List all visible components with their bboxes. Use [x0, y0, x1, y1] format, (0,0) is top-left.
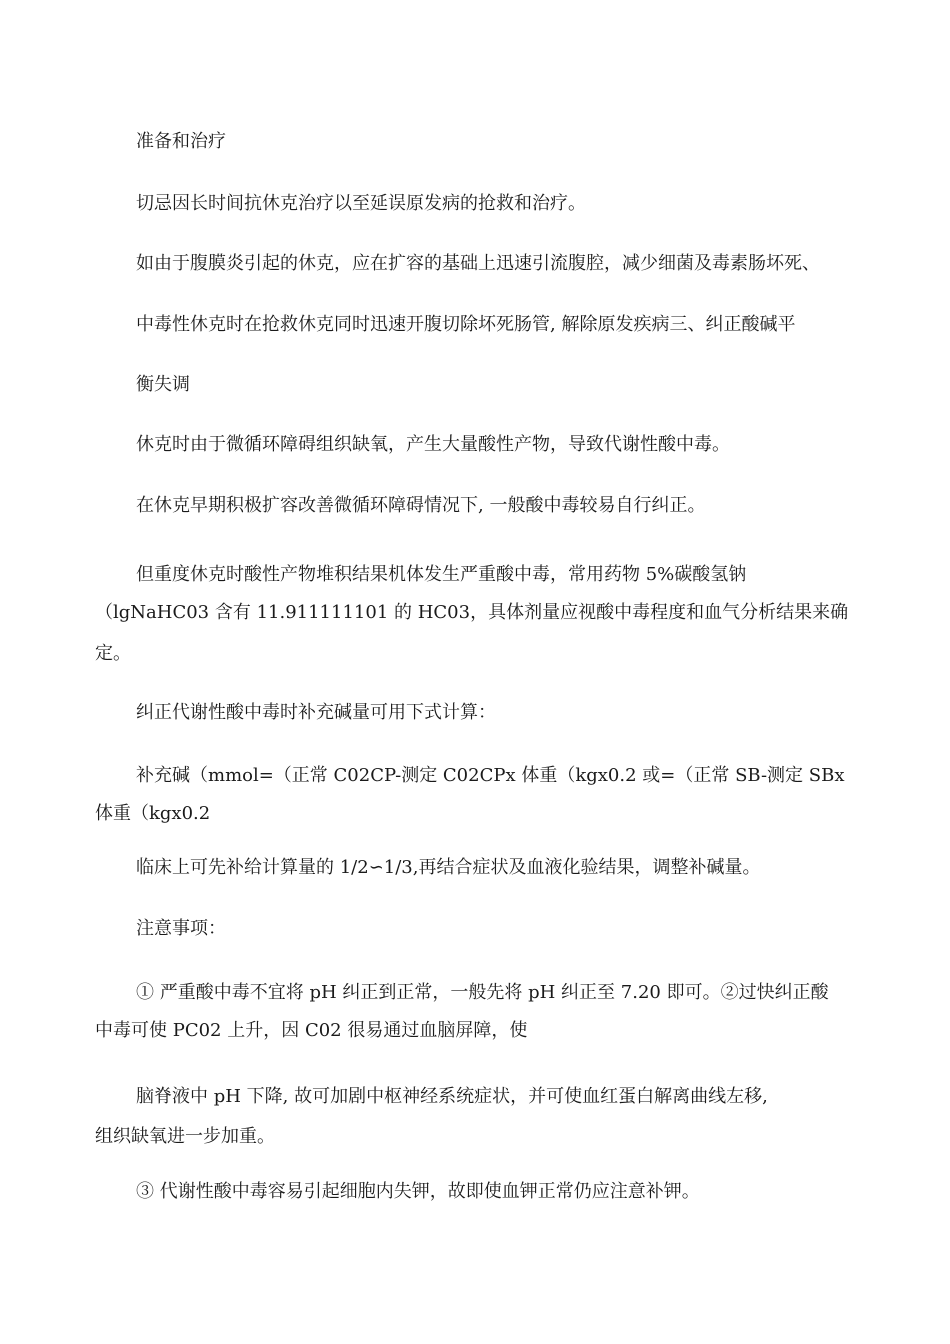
paragraph-formula-line2: 体重（kgx0.2	[95, 803, 211, 824]
paragraph-note1-line2: 中毒可使 PC02 上升，因 C02 很易通过血脑屏障，使	[95, 1020, 528, 1041]
paragraph-metabolic-acidosis: 休克时由于微循环障碍组织缺氧，产生大量酸性产物，导致代谢性酸中毒。	[136, 434, 730, 455]
paragraph-note3: ③ 代谢性酸中毒容易引起细胞内失钾，故即使血钾正常仍应注意补钾。	[136, 1181, 700, 1202]
paragraph-clinical-dose: 临床上可先补给计算量的 1/2∽1/3,再结合症状及血液化验结果，调整补碱量。	[136, 857, 761, 878]
paragraph-note1-line1: ① 严重酸中毒不宜将 pH 纠正到正常，一般先将 pH 纠正至 7.20 即可。②过快纠正酸	[136, 982, 829, 1003]
paragraph-balance-disorder: 衡失调	[136, 374, 190, 395]
paragraph-avoid-delay: 切忌因长时间抗休克治疗以至延误原发病的抢救和治疗。	[136, 193, 586, 214]
paragraph-severe-shock-line2: （lgNaHC03 含有 11.911111101 的 HC03，具体剂量应视酸中毒程度和血气分析结果来确	[95, 602, 849, 623]
paragraph-formula-intro: 纠正代谢性酸中毒时补充碱量可用下式计算：	[136, 702, 496, 723]
paragraph-severe-shock-line3: 定。	[95, 643, 131, 664]
paragraph-heading-prep-treatment: 准备和治疗	[136, 131, 226, 152]
paragraph-note2-line1: 脑脊液中 pH 下降, 故可加剧中枢神经系统症状，并可使血红蛋白解离曲线左移,	[136, 1086, 768, 1107]
paragraph-peritonitis: 如由于腹膜炎引起的休克，应在扩容的基础上迅速引流腹腔，减少细菌及毒素肠坏死、	[136, 253, 820, 274]
paragraph-severe-shock-line1: 但重度休克时酸性产物堆积结果机体发生严重酸中毒，常用药物 5%碳酸氢钠	[136, 564, 747, 585]
paragraph-formula-line1: 补充碱（mmol=（正常 C02CP-测定 C02CPx 体重（kgx0.2 或=（正常 SB-测定 SBx	[136, 765, 845, 786]
paragraph-notes-heading: 注意事项：	[136, 918, 226, 939]
paragraph-toxic-shock: 中毒性休克时在抢救休克同时迅速开腹切除坏死肠管, 解除原发疾病三、纠正酸碱平	[136, 314, 796, 335]
paragraph-note2-line2: 组织缺氧进一步加重。	[95, 1126, 275, 1147]
paragraph-early-shock: 在休克早期积极扩容改善微循环障碍情况下, 一般酸中毒较易自行纠正。	[136, 495, 706, 516]
